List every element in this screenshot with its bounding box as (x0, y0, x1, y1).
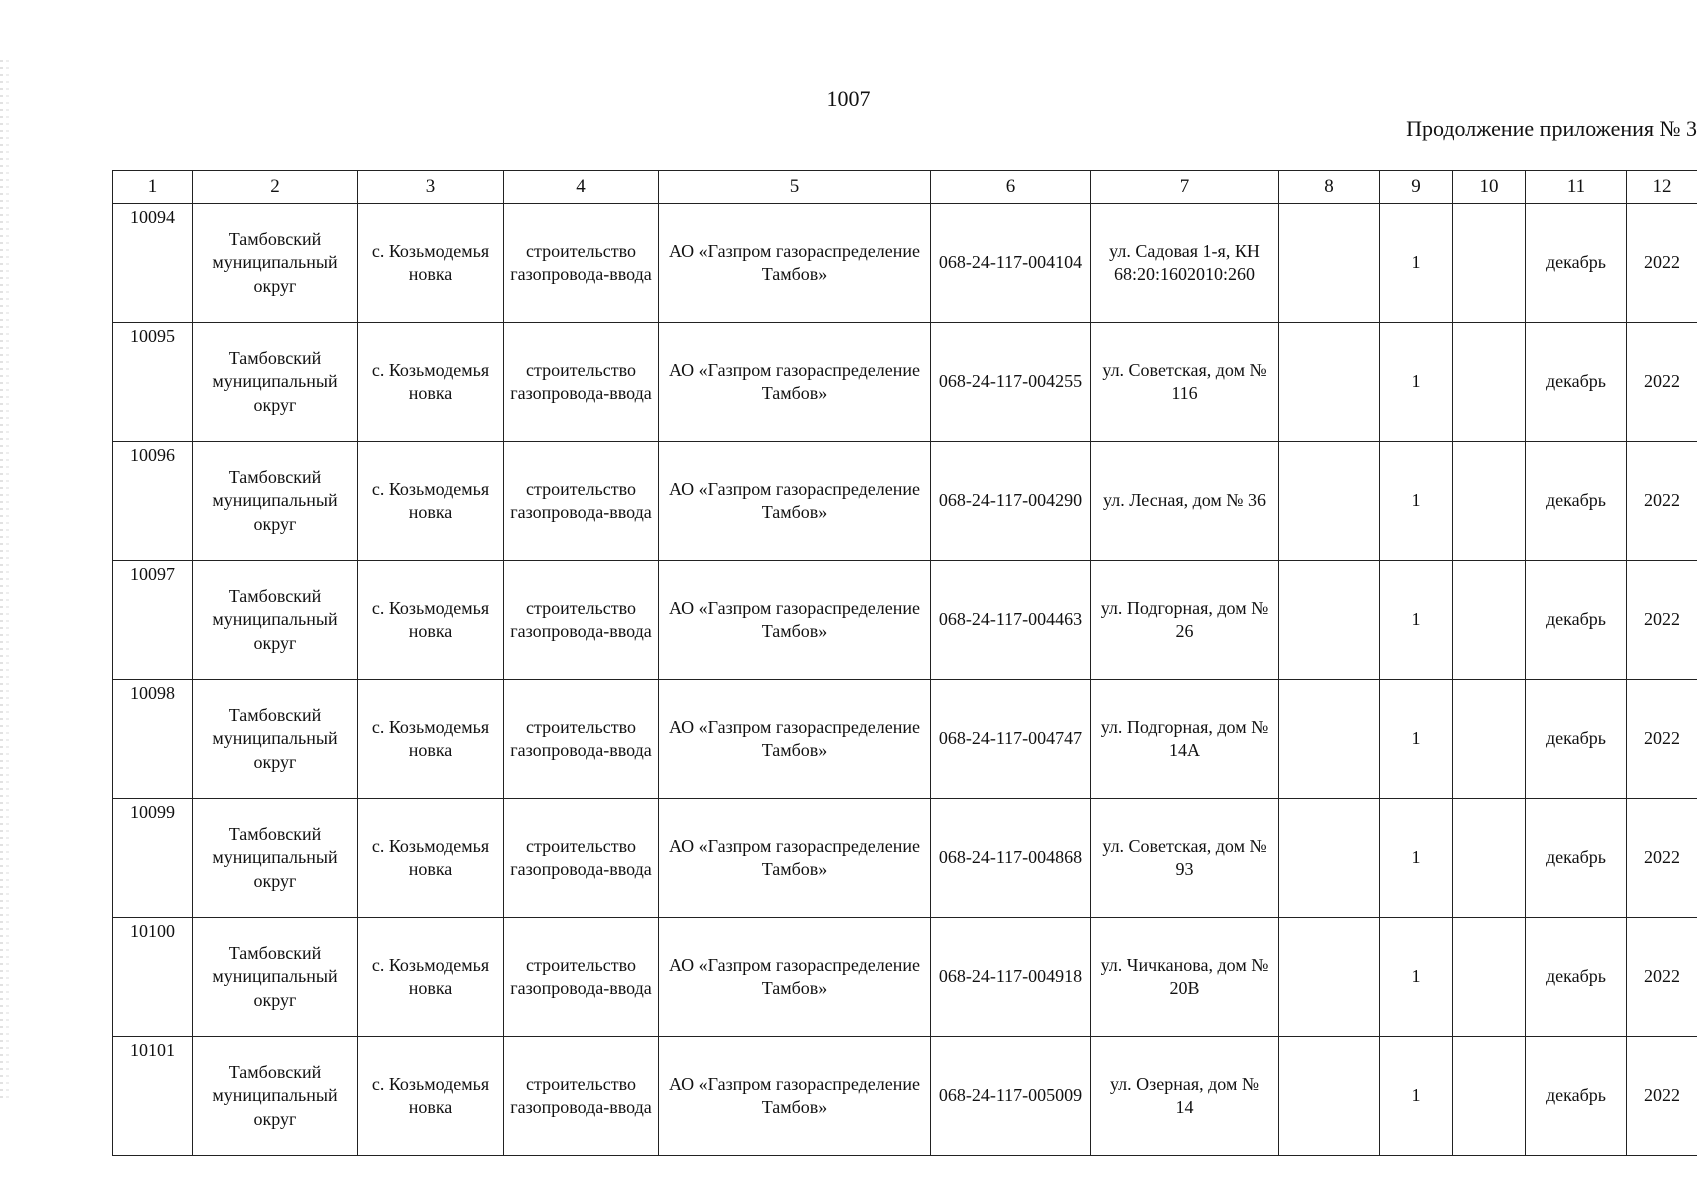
year-cell: 2022 (1627, 918, 1697, 1037)
appendix-continuation-title: Продолжение приложения № 3 (1406, 116, 1697, 141)
column-header-12: 12 (1627, 171, 1697, 204)
column-10-cell (1453, 323, 1526, 442)
column-10-cell (1453, 1037, 1526, 1156)
month-cell: декабрь (1526, 323, 1627, 442)
table-row (113, 323, 1697, 442)
work-type-cell: строительство газопровода-ввода (504, 561, 659, 680)
column-8-cell (1279, 799, 1380, 918)
registry-code-cell: 068-24-117-004747 (931, 680, 1091, 799)
table-body (113, 204, 1697, 1156)
organization-cell: АО «Газпром газораспределение Тамбов» (659, 323, 931, 442)
district-cell: Тамбовский муниципальный округ (193, 918, 358, 1037)
address-cell: ул. Садовая 1-я, КН 68:20:1602010:260 (1091, 204, 1279, 323)
quantity-cell: 1 (1380, 204, 1453, 323)
registry-code-cell: 068-24-117-004463 (931, 561, 1091, 680)
column-8-cell (1279, 680, 1380, 799)
address-cell: ул. Советская, дом № 93 (1091, 799, 1279, 918)
district-cell: Тамбовский муниципальный округ (193, 323, 358, 442)
record-number: 10095 (113, 323, 193, 442)
district-cell: Тамбовский муниципальный округ (193, 680, 358, 799)
table-row (113, 918, 1697, 1037)
address-cell: ул. Лесная, дом № 36 (1091, 442, 1279, 561)
column-8-cell (1279, 204, 1380, 323)
locality-cell: с. Козьмодемья новка (358, 799, 504, 918)
address-cell: ул. Озерная, дом № 14 (1091, 1037, 1279, 1156)
locality-cell: с. Козьмодемья новка (358, 442, 504, 561)
record-number: 10097 (113, 561, 193, 680)
work-type-cell: строительство газопровода-ввода (504, 1037, 659, 1156)
registry-code-cell: 068-24-117-005009 (931, 1037, 1091, 1156)
record-number: 10099 (113, 799, 193, 918)
year-cell: 2022 (1627, 799, 1697, 918)
column-header-8: 8 (1279, 171, 1380, 204)
work-type-cell: строительство газопровода-ввода (504, 799, 659, 918)
column-header-2: 2 (193, 171, 358, 204)
organization-cell: АО «Газпром газораспределение Тамбов» (659, 1037, 931, 1156)
column-10-cell (1453, 680, 1526, 799)
month-cell: декабрь (1526, 442, 1627, 561)
district-cell: Тамбовский муниципальный округ (193, 1037, 358, 1156)
locality-cell: с. Козьмодемья новка (358, 680, 504, 799)
month-cell: декабрь (1526, 680, 1627, 799)
year-cell: 2022 (1627, 561, 1697, 680)
organization-cell: АО «Газпром газораспределение Тамбов» (659, 799, 931, 918)
record-number: 10094 (113, 204, 193, 323)
column-header-1: 1 (113, 171, 193, 204)
column-header-3: 3 (358, 171, 504, 204)
column-10-cell (1453, 918, 1526, 1037)
year-cell: 2022 (1627, 323, 1697, 442)
column-10-cell (1453, 799, 1526, 918)
column-header-9: 9 (1380, 171, 1453, 204)
month-cell: декабрь (1526, 918, 1627, 1037)
registry-code-cell: 068-24-117-004104 (931, 204, 1091, 323)
column-header-4: 4 (504, 171, 659, 204)
organization-cell: АО «Газпром газораспределение Тамбов» (659, 442, 931, 561)
table-row (113, 561, 1697, 680)
year-cell: 2022 (1627, 680, 1697, 799)
column-8-cell (1279, 1037, 1380, 1156)
locality-cell: с. Козьмодемья новка (358, 204, 504, 323)
table-row (113, 442, 1697, 561)
page-number: 1007 (826, 86, 871, 111)
organization-cell: АО «Газпром газораспределение Тамбов» (659, 204, 931, 323)
organization-cell: АО «Газпром газораспределение Тамбов» (659, 680, 931, 799)
address-cell: ул. Подгорная, дом № 14А (1091, 680, 1279, 799)
quantity-cell: 1 (1380, 442, 1453, 561)
quantity-cell: 1 (1380, 918, 1453, 1037)
record-number: 10098 (113, 680, 193, 799)
quantity-cell: 1 (1380, 1037, 1453, 1156)
registry-code-cell: 068-24-117-004290 (931, 442, 1091, 561)
locality-cell: с. Козьмодемья новка (358, 323, 504, 442)
month-cell: декабрь (1526, 204, 1627, 323)
work-type-cell: строительство газопровода-ввода (504, 918, 659, 1037)
district-cell: Тамбовский муниципальный округ (193, 442, 358, 561)
work-type-cell: строительство газопровода-ввода (504, 680, 659, 799)
district-cell: Тамбовский муниципальный округ (193, 204, 358, 323)
scan-edge-artifact-secondary (6, 60, 9, 1100)
column-header-5: 5 (659, 171, 931, 204)
district-cell: Тамбовский муниципальный округ (193, 799, 358, 918)
column-10-cell (1453, 561, 1526, 680)
work-type-cell: строительство газопровода-ввода (504, 204, 659, 323)
registry-table (112, 170, 1697, 1156)
quantity-cell: 1 (1380, 680, 1453, 799)
organization-cell: АО «Газпром газораспределение Тамбов» (659, 561, 931, 680)
locality-cell: с. Козьмодемья новка (358, 561, 504, 680)
quantity-cell: 1 (1380, 561, 1453, 680)
year-cell: 2022 (1627, 204, 1697, 323)
column-10-cell (1453, 204, 1526, 323)
registry-code-cell: 068-24-117-004255 (931, 323, 1091, 442)
address-cell: ул. Подгорная, дом № 26 (1091, 561, 1279, 680)
table-row (113, 204, 1697, 323)
scan-edge-artifact (0, 60, 3, 1100)
year-cell: 2022 (1627, 1037, 1697, 1156)
month-cell: декабрь (1526, 799, 1627, 918)
work-type-cell: строительство газопровода-ввода (504, 323, 659, 442)
registry-code-cell: 068-24-117-004868 (931, 799, 1091, 918)
registry-code-cell: 068-24-117-004918 (931, 918, 1091, 1037)
organization-cell: АО «Газпром газораспределение Тамбов» (659, 918, 931, 1037)
column-8-cell (1279, 561, 1380, 680)
locality-cell: с. Козьмодемья новка (358, 1037, 504, 1156)
column-number-row (113, 171, 1697, 204)
table-row (113, 1037, 1697, 1156)
month-cell: декабрь (1526, 561, 1627, 680)
column-header-6: 6 (931, 171, 1091, 204)
month-cell: декабрь (1526, 1037, 1627, 1156)
column-10-cell (1453, 442, 1526, 561)
table-row (113, 680, 1697, 799)
record-number: 10101 (113, 1037, 193, 1156)
locality-cell: с. Козьмодемья новка (358, 918, 504, 1037)
column-header-11: 11 (1526, 171, 1627, 204)
column-header-7: 7 (1091, 171, 1279, 204)
record-number: 10100 (113, 918, 193, 1037)
quantity-cell: 1 (1380, 799, 1453, 918)
address-cell: ул. Чичканова, дом № 20В (1091, 918, 1279, 1037)
address-cell: ул. Советская, дом № 116 (1091, 323, 1279, 442)
column-header-10: 10 (1453, 171, 1526, 204)
column-8-cell (1279, 442, 1380, 561)
quantity-cell: 1 (1380, 323, 1453, 442)
column-8-cell (1279, 323, 1380, 442)
work-type-cell: строительство газопровода-ввода (504, 442, 659, 561)
record-number: 10096 (113, 442, 193, 561)
district-cell: Тамбовский муниципальный округ (193, 561, 358, 680)
column-8-cell (1279, 918, 1380, 1037)
year-cell: 2022 (1627, 442, 1697, 561)
table-row (113, 799, 1697, 918)
